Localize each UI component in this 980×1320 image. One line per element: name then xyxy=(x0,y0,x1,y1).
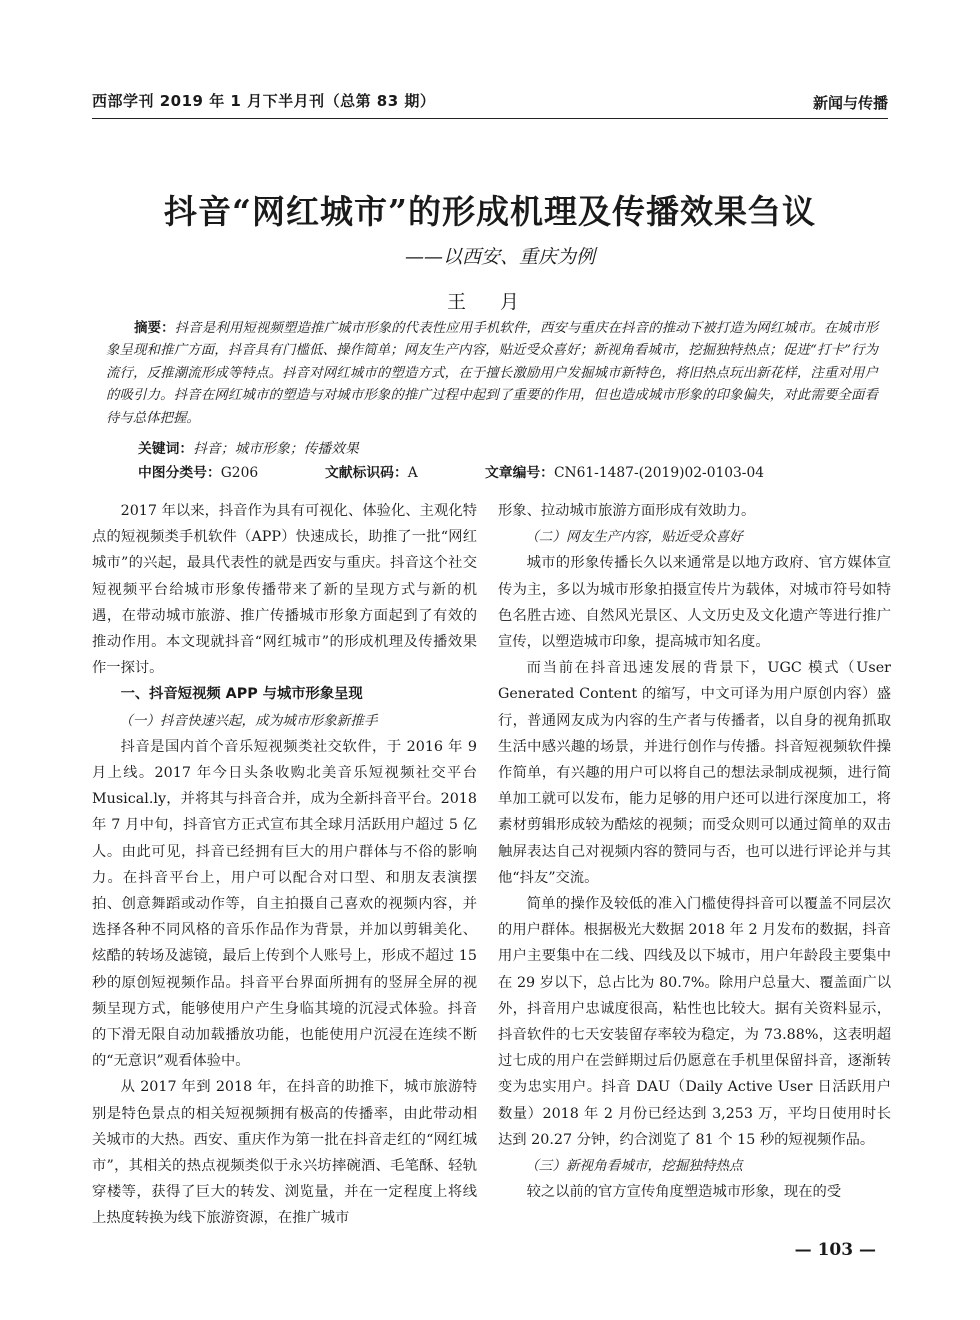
journal-info: 西部学刊 2019 年 1 月下半月刊（总第 83 期） xyxy=(92,92,436,110)
paragraph: 较之以前的官方宣传角度塑造城市形象，现在的受 xyxy=(526,1184,842,1201)
article-no-label: 文章编号： xyxy=(485,465,554,481)
article-title: 抖音“网红城市”的形成机理及传播效果刍议 xyxy=(164,192,816,231)
keywords-row xyxy=(138,437,359,457)
subsection-heading: （二）网友生产内容，贴近受众喜好 xyxy=(525,529,743,546)
paragraph: 形象、拉动城市旅游方面形成有效助力。 xyxy=(498,503,756,519)
paragraph: 2017 年以来，抖音作为具有可视化、体验化、主观化特点的短视频类手机软件（APP）快速成长，助推了一批“网红城市”的兴起，最具代表性的就是西安与重庆。抖音这个社交短视频平台给城市形象传播带来了新的呈现方式与新的机遇，在带动城市旅游、推广传播城市形象方面起到了有效的推动作用。本文现就抖音“网红城市”的形成机理及传播效果作一探讨。 xyxy=(92,503,477,677)
abstract-text: 抖音是利用短视频塑造推广城市形象的代表性应用手机软件，西安与重庆在抖音的推动下被打造为网红城市。在城市形象呈现和推广方面，抖音具有门槛低、操作简单；网友生产内容，贴近受众喜好；新视角看城市，挖掘独特热点；促进“打卡”行为流行，反推潮流形成等特点。抖音对网红城市的塑造方式，在于擅长激励用户发掘城市新特色，将旧热点玩出新花样，注重对用户的吸引力。抖音在网红城市的塑造与对城市形象的推广过程中起到了重要的作用，但也造成城市形象的印象偏失，对此需要全面看待与总体把握。 xyxy=(106,321,879,426)
article-no: CN61-1487-(2019)02-0103-04 xyxy=(553,465,765,481)
paragraph: 从 2017 年到 2018 年，在抖音的助推下，城市旅游特别是特色景点的相关短视频拥有极高的传播率，由此带动相关城市的大热。西安、重庆作为第一批在抖音走红的“网红城市”，其相关的热点视频类似于永兴坊摔碗酒、毛笔酥、轻轨穿楼等，获得了巨大的转发、浏览量，并在一定程度上将线上热度转换为线下旅游资源，在推广城市 xyxy=(92,1079,477,1227)
header-rule xyxy=(92,118,888,119)
subsection-heading: （三）新视角看城市，挖掘独特热点 xyxy=(525,1158,743,1175)
article-subtitle: ——以西安、重庆为例 xyxy=(404,246,595,268)
section-heading: 一、抖音短视频 APP 与城市形象呈现 xyxy=(120,686,363,703)
left-column xyxy=(92,498,477,1232)
doc-code-row xyxy=(325,461,418,481)
page-number: — 103 — xyxy=(794,1240,876,1260)
paragraph: 而当前在抖音迅速发展的背景下，UGC 模式（User Generated Content 的缩写，中文可译为用户原创内容）盛行，普通网友成为内容的生产者与传播者，以自身的视角抓取生活中感兴趣的场景，并进行创作与传播。抖音短视频软件操作简单，有兴趣的用户可以将自己的想法录制成视频，进行简单加工就可以发布，能力足够的用户还可以进行深度加工，将素材剪辑形成较为酷炫的视频；而受众则可以通过简单的双击触屏表达自己对视频内容的赞同与否，也可以进行评论并与其他“抖友”交流。 xyxy=(498,660,891,886)
author-name: 王 月 xyxy=(446,291,534,313)
abstract-label: 摘要： xyxy=(134,321,175,336)
paragraph: 城市的形象传播长久以来通常是以地方政府、官方媒体宣传为主，多以为城市形象拍摄宣传片为载体，对城市符号如特色名胜古迹、自然风光景区、人文历史及文化遗产等进行推广宣传，以塑造城市印象，提高城市知名度。 xyxy=(498,555,891,651)
section-name: 新闻与传播 xyxy=(812,94,888,112)
abstract xyxy=(106,318,878,430)
keywords-label: 关键词： xyxy=(138,441,194,457)
keywords: 抖音；城市形象；传播效果 xyxy=(193,441,359,457)
doc-code: A xyxy=(407,465,418,481)
doc-code-label: 文献标识码： xyxy=(325,465,408,481)
clc-row xyxy=(138,461,258,481)
paragraph: 简单的操作及较低的准入门槛使得抖音可以覆盖不同层次的用户群体。根据极光大数据 2018 年 2 月发布的数据，抖音用户主要集中在二线、四线及以下城市，用户年龄段主要集中在 29 岁以下，总占比为 80.7%。除用户总量大、覆盖面广以外，抖音用户忠诚度很高，粘性也比较大。据有关资料显示，抖音软件的七天安装留存率较为稳定，为 73.88%，这表明超过七成的用户在尝鲜期过后仍愿意在手机里保留抖音，逐渐转变为忠实用户。抖音 DAU（Daily Active User 日活跃用户数量）2018 年 2 月份已经达到 3,253 万，平均日使用时长达到 20.27 分钟，约合浏览了 81 个 15 秒的短视频作品。 xyxy=(498,896,891,1148)
right-column xyxy=(498,498,891,1205)
subsection-heading: （一）抖音快速兴起，成为城市形象新推手 xyxy=(119,712,378,729)
article-no-row xyxy=(485,461,764,481)
clc-code: G206 xyxy=(220,465,259,481)
paragraph: 抖音是国内首个音乐短视频类社交软件，于 2016 年 9 月上线。2017 年今日头条收购北美音乐短视频社交平台 Musical.ly，并将其与抖音合并，成为全新抖音平台。2018 年 7 月中旬，抖音官方正式宣布其全球月活跃用户超过 5 亿人。由此可见，抖音已经拥有巨大的用户群体与不俗的影响力。在抖音平台上，用户可以配合对口型、和朋友表演摆拍、创意舞蹈或动作等，自主拍摄自己喜欢的视频内容，并选择各种不同风格的音乐作品作为背景，并加以剪辑美化、炫酷的转场及滤镜，最后上传到个人账号上，形成不超过 15 秒的原创短视频作品。抖音平台界面所拥有的竖屏全屏的视频呈现方式，能够使用户产生身临其境的沉浸式体验。抖音的下滑无限自动加载播放功能，也能使用户沉浸在连续不断的“无意识”观看体验中。 xyxy=(92,738,477,1070)
clc-label: 中图分类号： xyxy=(138,465,221,481)
